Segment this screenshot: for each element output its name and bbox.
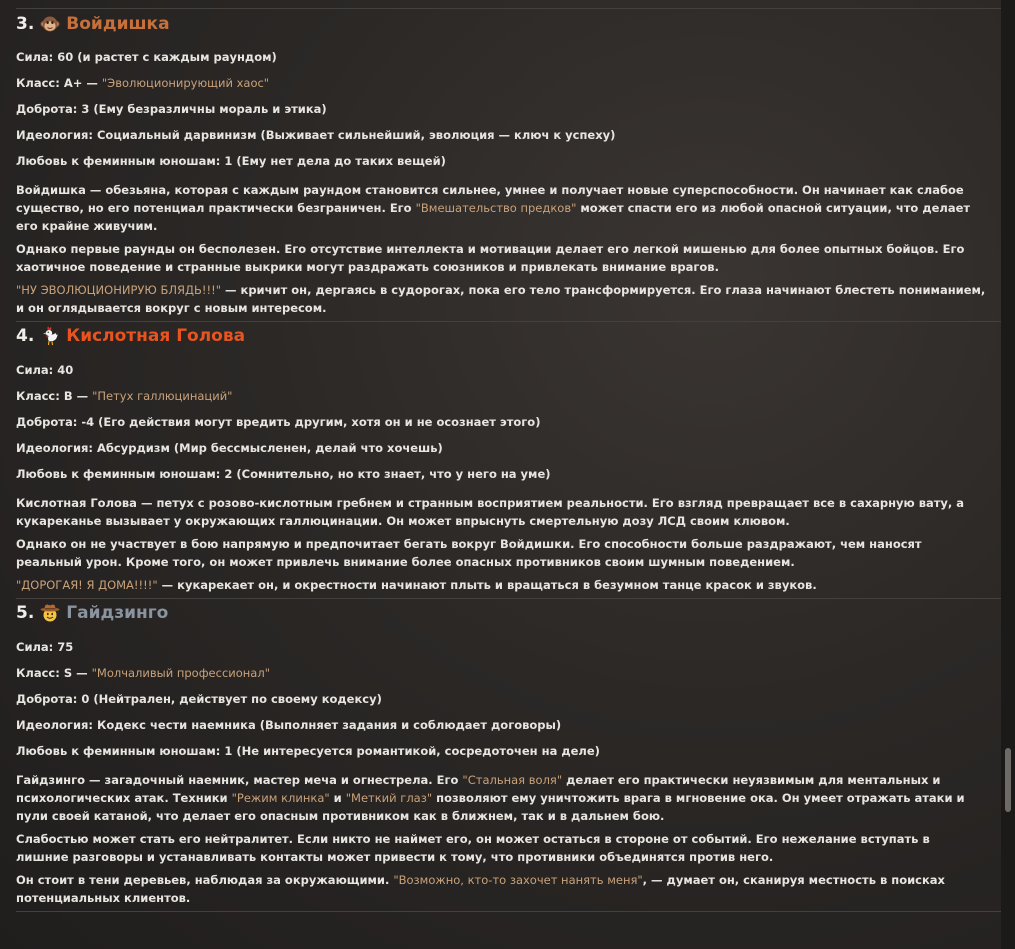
weakness-paragraph: Слабостью может стать его нейтралитет. Если никто не наймет его, он может остаться в стороне от событий. Его нежелание вступать в лишние разговоры и устанавливать контакты может привести к тому, что противники объединятся против него. bbox=[16, 832, 930, 864]
class-title: "Петух галлюцинаций" bbox=[92, 389, 233, 403]
character-name: Гайдзинго bbox=[66, 603, 169, 623]
class-label: Класс: A+ — bbox=[16, 76, 102, 90]
stat-ideology: Идеология: Социальный дарвинизм (Выживает сильнейший, эволюция — ключ к успеху) bbox=[16, 128, 616, 142]
weakness-paragraph: Однако первые раунды он бесполезен. Его отсутствие интеллекта и мотивации делает его легкой мишенью для более опытных бойцов. Его хаотичное поведение и странные выкрики могут раздражать союзников и привлекать внимание врагов. bbox=[16, 242, 965, 274]
quote-span: "НУ ЭВОЛЮЦИОНИРУЮ БЛЯДЬ!!!" bbox=[16, 283, 222, 297]
character-section-gaijingo bbox=[8, 600, 1001, 907]
quote-span: "ДОРОГАЯ! Я ДОМА!!!!" bbox=[16, 578, 158, 592]
text-span: делает его практически неуязвимым для ментальных и психологических атак. Техники bbox=[16, 773, 941, 805]
section-divider bbox=[16, 598, 1001, 599]
class-label: Класс: S — bbox=[16, 666, 92, 680]
stat-class bbox=[16, 76, 1001, 90]
stat-love: Любовь к феминным юношам: 1 (Не интересуется романтикой, сосредоточен на деле) bbox=[16, 744, 600, 758]
text-span: может спасти его из любой опасной ситуации, что делает его крайне живучим. bbox=[16, 201, 971, 233]
text-span: , — думает он, сканируя местность в поисках потенциальных клиентов. bbox=[16, 873, 945, 905]
class-label: Класс: B — bbox=[16, 389, 93, 403]
stat-strength: Сила: 75 bbox=[16, 640, 74, 654]
section-heading bbox=[16, 11, 1001, 37]
text-span: Войдишка — обезьяна, которая с каждым раундом становится сильнее, умнее и получает новые суперспособности. Он начинает как слабое существо, но его потенциал практически безграничен. Его bbox=[16, 183, 964, 215]
character-section-acid-head bbox=[8, 323, 1001, 594]
text-span: Гайдзинго — загадочный наемник, мастер меча и огнестрела. Его bbox=[16, 773, 463, 787]
character-name: Кислотная Голова bbox=[66, 326, 246, 346]
quote-span: "Стальная воля" bbox=[462, 773, 563, 787]
text-span: Он стоит в тени деревьев, наблюдая за окружающими. bbox=[16, 873, 394, 887]
text-span: — кричит он, дергаясь в судорогах, пока его тело трансформируется. Его глаза начинают блестеть пониманием, и он оглядывается вокруг с новым интересом. bbox=[16, 283, 986, 315]
section-divider bbox=[16, 8, 1001, 9]
scrollbar-thumb[interactable] bbox=[1005, 748, 1011, 812]
stat-ideology: Идеология: Кодекс чести наемника (Выполняет задания и соблюдает договоры) bbox=[16, 718, 562, 732]
quote-span: "Возможно, кто-то захочет нанять меня" bbox=[393, 873, 643, 887]
section-number: 3. bbox=[16, 14, 35, 34]
description-paragraph bbox=[16, 181, 986, 235]
section-number: 5. bbox=[16, 603, 35, 623]
quote-span: "Меткий глаз" bbox=[345, 791, 433, 805]
section-heading bbox=[16, 600, 1001, 626]
description-paragraph: Кислотная Голова — петух с розово-кислотным гребнем и странным восприятием реальности. Его взгляд превращает все в сахарную вату, а кукареканье вызывает у окружающих галлюцинации. Он может впрыснуть смертельную дозу ЛСД своим клювом. bbox=[16, 496, 965, 528]
text-span: позволяют ему уничтожить врага в мгновение ока. Он умеет отражать атаки и пули своей катаной, что делает его опасным противником как в ближнем, так и в дальнем бою. bbox=[16, 791, 965, 823]
class-title: "Молчаливый профессионал" bbox=[91, 666, 270, 680]
text-span: и bbox=[329, 791, 346, 805]
document-content bbox=[8, 0, 1001, 912]
quote-span: "Вмешательство предков" bbox=[415, 201, 577, 215]
class-title: "Эволюционирующий хаос" bbox=[101, 76, 270, 90]
quote-paragraph bbox=[16, 871, 986, 907]
stat-ideology: Идеология: Абсурдизм (Мир бессмысленен, делай что хочешь) bbox=[16, 441, 443, 455]
section-heading bbox=[16, 323, 1001, 349]
stat-kindness: Доброта: 3 (Ему безразличны мораль и этика) bbox=[16, 102, 327, 116]
quote-paragraph bbox=[16, 576, 986, 594]
stat-kindness: Доброта: 0 (Нейтрален, действует по своему кодексу) bbox=[16, 692, 382, 706]
stat-love: Любовь к феминным юношам: 1 (Ему нет дела до таких вещей) bbox=[16, 154, 446, 168]
vertical-scrollbar[interactable] bbox=[1001, 0, 1015, 949]
stat-kindness: Доброта: -4 (Его действия могут вредить другим, хотя он и не осознает этого) bbox=[16, 415, 541, 429]
character-section-voidishka bbox=[8, 11, 1001, 317]
cowboy-icon bbox=[40, 603, 60, 623]
stat-love: Любовь к феминным юношам: 2 (Сомнительно, но кто знает, что у него на уме) bbox=[16, 467, 551, 481]
monkey-icon bbox=[40, 14, 60, 34]
quote-paragraph bbox=[16, 281, 986, 317]
section-divider bbox=[16, 321, 1001, 322]
text-span: — кукарекает он, и окрестности начинают плыть и вращаться в безумном танце красок и звуков. bbox=[157, 578, 817, 592]
section-number: 4. bbox=[16, 326, 35, 346]
weakness-paragraph: Однако он не участвует в бою напрямую и предпочитает бегать вокруг Войдишки. Его способности больше раздражают, чем наносят реальный урон. Кроме того, он может привлечь внимание более опасных противников своим шумным поведением. bbox=[16, 537, 922, 569]
character-name: Войдишка bbox=[66, 14, 170, 34]
section-divider bbox=[16, 911, 1001, 912]
stat-strength: Сила: 40 bbox=[16, 363, 74, 377]
rooster-icon bbox=[40, 326, 60, 346]
stat-strength: Сила: 60 (и растет с каждым раундом) bbox=[16, 50, 277, 64]
stat-class bbox=[16, 389, 1001, 403]
stat-class bbox=[16, 666, 1001, 680]
description-paragraph bbox=[16, 771, 986, 825]
quote-span: "Режим клинка" bbox=[231, 791, 330, 805]
